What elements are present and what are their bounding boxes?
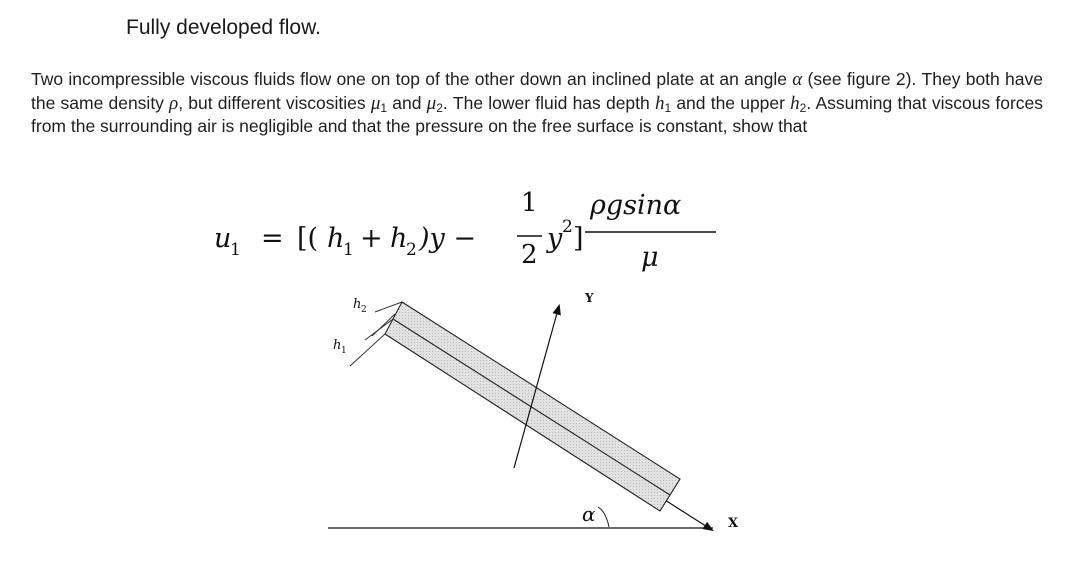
velocity-equation	[214, 188, 716, 273]
eq-u-sub: 1	[230, 240, 241, 260]
eq-equals: =	[261, 223, 284, 254]
alpha-symbol: α	[792, 69, 803, 90]
inclined-plate-figure	[328, 291, 739, 531]
label-y-axis: Y	[585, 291, 594, 305]
eq-frac-num: 1	[521, 188, 538, 218]
rho-symbol: ρ	[169, 92, 179, 114]
eq-denominator: μ	[641, 242, 659, 273]
eq-close-y: )y −	[419, 223, 476, 254]
eq-plus: +	[360, 223, 383, 254]
eq-open: [(	[297, 223, 319, 254]
label-h2-sub: 2	[361, 305, 367, 315]
label-angle: α	[582, 502, 596, 526]
h1-tick-bottom	[350, 334, 385, 366]
eq-u: u	[214, 223, 232, 254]
label-h1: h	[333, 338, 342, 353]
eq-frac-den: 2	[521, 240, 538, 270]
eq-y-sq: 2	[562, 217, 573, 237]
eq-h2: h	[390, 223, 408, 254]
eq-numerator: ρgsinα	[590, 190, 682, 221]
eq-y: y	[547, 223, 563, 254]
angle-arc	[598, 507, 609, 527]
h1-symbol: h	[654, 92, 665, 114]
mu1-symbol: μ	[370, 92, 381, 114]
mu2-symbol: μ	[426, 92, 437, 114]
h2-symbol: h	[790, 92, 800, 114]
label-h1-sub: 1	[341, 346, 347, 356]
label-h2: h	[353, 297, 362, 312]
problem-statement: Two incompressible viscous fluids flow one on top of the other down an inclined plate at an angle α (see figure 2). They both have the same density ρ, but different viscosities $\mu_1$ and $\mu_2$. The lower fluid has depth $h_1$ and the upper $h_2$. Assuming that viscous forces from the surrounding air is negligible and that the pressure on the free surface is constant, show that	[31, 69, 1044, 136]
eq-h1: h	[327, 223, 345, 254]
eq-h1-sub: 1	[343, 240, 354, 260]
eq-bracket-close: ]	[573, 223, 584, 254]
page-heading: Fully developed flow.	[126, 16, 321, 39]
label-x-axis: X	[728, 516, 739, 531]
eq-h2-sub: 2	[406, 240, 417, 260]
fluid-layers	[385, 302, 680, 511]
